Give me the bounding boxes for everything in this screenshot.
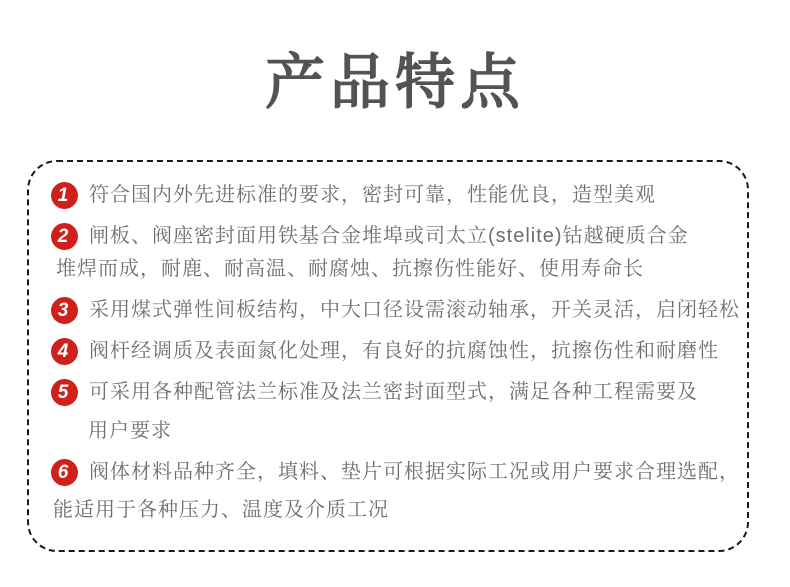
feature-text-line: 阀杆经调质及表面氮化处理，有良好的抗腐蚀性，抗擦伤性和耐磨性 bbox=[89, 340, 719, 362]
feature-item bbox=[51, 179, 739, 212]
feature-number-badge: 6 bbox=[51, 459, 78, 486]
feature-text-line: 能适用于各种压力、温度及介质工况 bbox=[53, 499, 389, 521]
feature-first-line bbox=[51, 179, 739, 212]
feature-first-line bbox=[51, 456, 739, 489]
feature-item bbox=[51, 294, 739, 327]
feature-first-line bbox=[51, 335, 739, 368]
feature-text-line: 用户要求 bbox=[88, 420, 172, 442]
page-title: 产品特点 bbox=[265, 49, 525, 116]
feature-number-badge: 1 bbox=[51, 182, 78, 209]
feature-number-badge: 4 bbox=[51, 338, 78, 365]
feature-number-badge: 2 bbox=[51, 223, 78, 250]
feature-text-line: 闸板、阀座密封面用铁基合金堆埠或司太立(stelite)钴越硬质合金 bbox=[89, 225, 689, 247]
feature-item bbox=[51, 456, 739, 527]
feature-list bbox=[51, 179, 739, 527]
feature-text-line: 符合国内外先进标准的要求，密封可靠，性能优良，造型美观 bbox=[89, 184, 656, 206]
feature-first-line bbox=[51, 220, 739, 253]
feature-number-badge: 5 bbox=[51, 379, 78, 406]
feature-item bbox=[51, 376, 739, 448]
features-panel bbox=[27, 160, 749, 552]
feature-text-line: 堆焊而成，耐鹿、耐高温、耐腐烛、抗擦伤性能好、使用寿命长 bbox=[56, 258, 644, 280]
feature-text-line: 可采用各种配管法兰标准及法兰密封面型式，满足各种工程需要及 bbox=[89, 381, 698, 403]
feature-item bbox=[51, 335, 739, 368]
feature-text-line: 采用煤式弹性间板结构，中大口径设需滚动轴承，开关灵活，启闭轻松 bbox=[89, 299, 740, 321]
feature-number-badge: 3 bbox=[51, 297, 78, 324]
feature-text-line: 阀体材料品种齐全，填料、垫片可根据实际工况或用户要求合理选配， bbox=[89, 461, 740, 483]
feature-item bbox=[51, 220, 739, 286]
feature-first-line bbox=[51, 376, 739, 409]
feature-first-line bbox=[51, 294, 739, 327]
